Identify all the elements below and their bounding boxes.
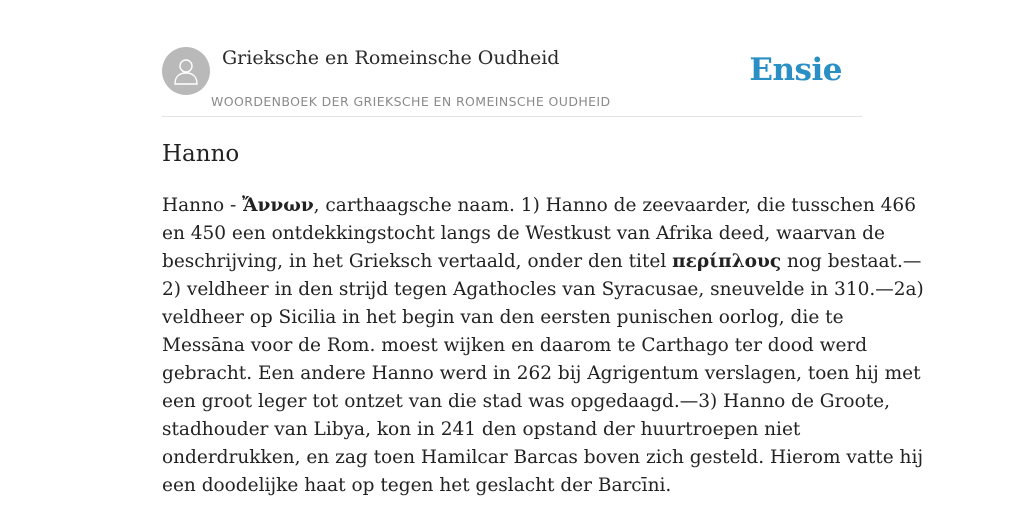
entry-text: beschrijving, in het Grieksch vertaald, onder den titel	[162, 251, 673, 272]
source-header	[162, 46, 862, 117]
entry-line: en 450 een ontdekkingstocht langs de Westkust van Afrika deed, waarvan de	[162, 223, 885, 244]
entry-line: Messāna voor de Rom. moest wijken en daarom te Carthago ter dood werd	[162, 335, 868, 356]
entry-line: 2) veldheer in den strijd tegen Agathocles van Syracusae, sneuvelde in 310.—2a)	[162, 279, 924, 300]
source-title-link[interactable]: Grieksche en Romeinsche Oudheid	[222, 47, 560, 69]
user-icon	[173, 57, 199, 85]
entry-line: een groot leger tot ontzet van die stad was opgedaagd.—3) Hanno de Groote,	[162, 391, 890, 412]
source-subtitle: WOORDENBOEK DER GRIEKSCHE EN ROMEINSCHE OUDHEID	[211, 94, 611, 109]
entry-line: stadhouder van Libya, kon in 241 den opstand der huurtroepen niet	[162, 419, 801, 440]
ensie-logo-link[interactable]: Ensie	[749, 52, 842, 88]
source-avatar[interactable]	[162, 47, 210, 95]
entry-text: , carthaagsche naam. 1) Hanno de zeevaarder, die tusschen 466	[313, 195, 916, 216]
entry-title: Hanno	[162, 141, 240, 167]
greek-term: περίπλους	[672, 251, 782, 272]
entry-line	[162, 248, 922, 276]
entry-line: veldheer op Sicilia in het begin van den eersten punischen oorlog, die te	[162, 307, 844, 328]
entry-line: een doodelijke haat op tegen het geslacht der Barcīni.	[162, 475, 672, 496]
entry-text: nog bestaat.—	[781, 251, 922, 272]
entry-line	[162, 192, 916, 220]
entry-text: Hanno -	[162, 195, 243, 216]
entry-line: gebracht. Een andere Hanno werd in 262 bij Agrigentum verslagen, toen hij met	[162, 363, 921, 384]
greek-term: Ἄννων	[242, 195, 314, 216]
entry-body	[162, 192, 924, 500]
entry-line: onderdrukken, en zag toen Hamilcar Barcas boven zich gesteld. Hierom vatte hij	[162, 447, 924, 468]
